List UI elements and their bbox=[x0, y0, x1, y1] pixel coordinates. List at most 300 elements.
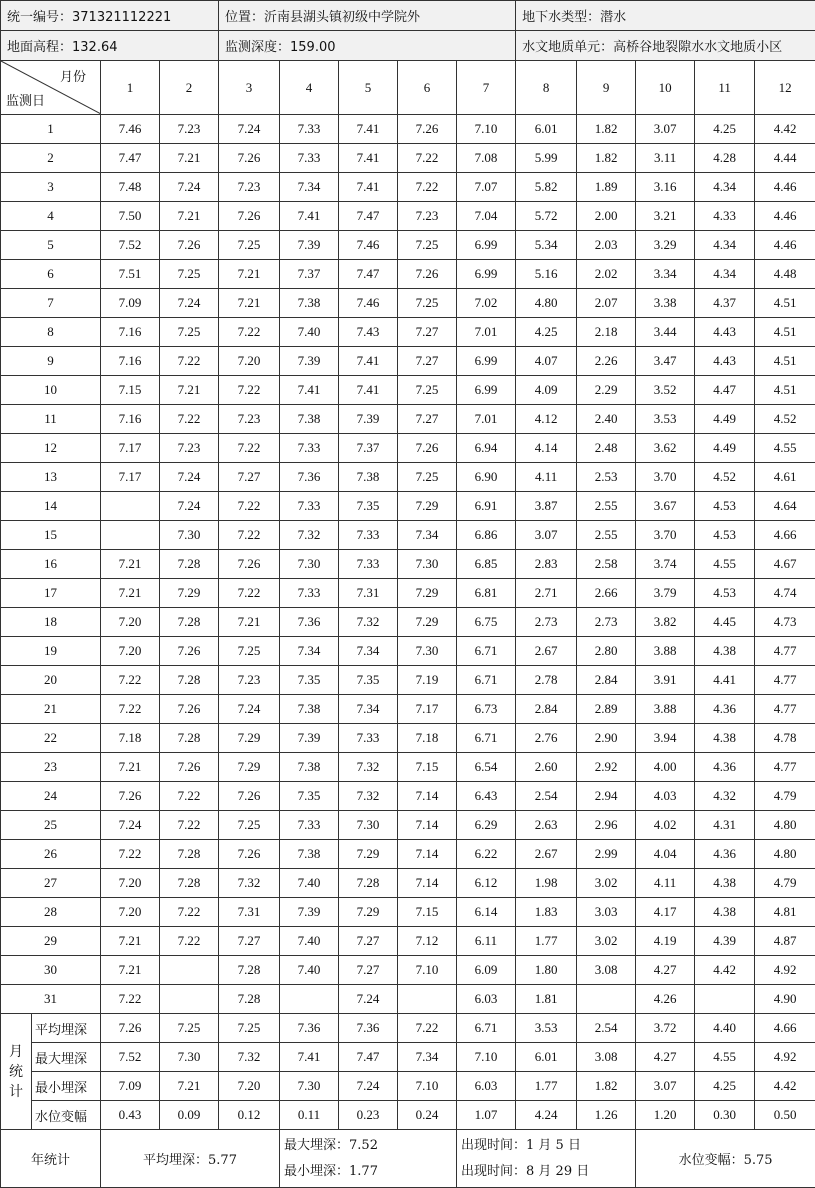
stat-value-cell: 7.36 bbox=[339, 1014, 398, 1043]
depth-value-cell: 3.21 bbox=[636, 202, 695, 231]
depth-value-cell: 2.99 bbox=[577, 840, 636, 869]
depth-value-cell: 4.38 bbox=[695, 898, 755, 927]
stat-value-cell: 0.12 bbox=[219, 1101, 280, 1130]
depth-value-cell: 7.28 bbox=[160, 666, 219, 695]
depth-value-cell: 7.14 bbox=[398, 869, 457, 898]
depth-value-cell: 7.23 bbox=[160, 434, 219, 463]
depth-value-cell bbox=[160, 985, 219, 1014]
depth-value-cell: 7.34 bbox=[398, 521, 457, 550]
day-cell: 11 bbox=[1, 405, 101, 434]
depth-value-cell: 3.34 bbox=[636, 260, 695, 289]
depth-value-cell: 7.26 bbox=[219, 202, 280, 231]
depth-value-cell: 4.80 bbox=[755, 840, 815, 869]
depth-value-cell: 7.22 bbox=[219, 376, 280, 405]
depth-value-cell: 2.63 bbox=[516, 811, 577, 840]
depth-value-cell: 7.41 bbox=[280, 376, 339, 405]
depth-value-cell: 7.27 bbox=[339, 927, 398, 956]
depth-value-cell: 7.39 bbox=[280, 347, 339, 376]
depth-value-cell: 7.24 bbox=[160, 173, 219, 202]
depth-value-cell: 7.33 bbox=[280, 811, 339, 840]
depth-value-cell: 7.32 bbox=[339, 782, 398, 811]
table-row bbox=[1, 869, 815, 898]
depth-value-cell: 7.15 bbox=[398, 898, 457, 927]
depth-value-cell: 7.22 bbox=[160, 782, 219, 811]
depth-value-cell: 3.87 bbox=[516, 492, 577, 521]
depth-value-cell: 7.33 bbox=[280, 115, 339, 144]
depth-value-cell: 7.20 bbox=[101, 869, 160, 898]
depth-value-cell: 7.27 bbox=[219, 463, 280, 492]
depth-value-cell: 2.84 bbox=[577, 666, 636, 695]
depth-value-cell: 7.40 bbox=[280, 318, 339, 347]
depth-value-cell: 4.66 bbox=[755, 521, 815, 550]
depth-value-cell: 3.53 bbox=[636, 405, 695, 434]
day-cell: 5 bbox=[1, 231, 101, 260]
depth-value-cell: 4.45 bbox=[695, 608, 755, 637]
depth-value-cell: 2.73 bbox=[516, 608, 577, 637]
monthly-stat-row bbox=[1, 1043, 815, 1072]
table-row bbox=[1, 927, 815, 956]
table-row bbox=[1, 666, 815, 695]
depth-value-cell: 7.25 bbox=[160, 260, 219, 289]
depth-value-cell bbox=[101, 521, 160, 550]
depth-value-cell: 7.07 bbox=[457, 173, 516, 202]
stat-label: 平均埋深 bbox=[32, 1014, 101, 1043]
depth-value-cell: 7.38 bbox=[280, 405, 339, 434]
depth-value-cell: 2.58 bbox=[577, 550, 636, 579]
depth-value-cell: 3.94 bbox=[636, 724, 695, 753]
depth-value-cell: 4.43 bbox=[695, 347, 755, 376]
table-row bbox=[1, 550, 815, 579]
depth-value-cell: 7.30 bbox=[280, 550, 339, 579]
depth-value-cell: 6.11 bbox=[457, 927, 516, 956]
depth-value-cell: 7.25 bbox=[398, 231, 457, 260]
depth-value-cell: 7.36 bbox=[280, 608, 339, 637]
depth-value-cell: 7.50 bbox=[101, 202, 160, 231]
day-cell: 10 bbox=[1, 376, 101, 405]
depth-value-cell: 7.24 bbox=[160, 289, 219, 318]
day-cell: 8 bbox=[1, 318, 101, 347]
depth-value-cell: 6.09 bbox=[457, 956, 516, 985]
depth-value-cell: 7.25 bbox=[398, 463, 457, 492]
depth-value-cell: 3.07 bbox=[516, 521, 577, 550]
depth-value-cell: 7.41 bbox=[339, 173, 398, 202]
depth-value-cell: 4.36 bbox=[695, 753, 755, 782]
depth-value-cell bbox=[398, 985, 457, 1014]
depth-value-cell: 7.26 bbox=[398, 115, 457, 144]
depth-value-cell: 7.22 bbox=[160, 927, 219, 956]
depth-value-cell: 4.51 bbox=[755, 289, 815, 318]
depth-value-cell: 7.32 bbox=[280, 521, 339, 550]
depth-value-cell: 7.22 bbox=[160, 898, 219, 927]
depth-value-cell: 6.22 bbox=[457, 840, 516, 869]
depth-value-cell: 7.24 bbox=[101, 811, 160, 840]
depth-value-cell: 7.09 bbox=[101, 289, 160, 318]
depth-value-cell: 7.39 bbox=[280, 724, 339, 753]
depth-value-cell: 7.21 bbox=[101, 550, 160, 579]
depth-value-cell: 7.22 bbox=[101, 985, 160, 1014]
month-header-4: 4 bbox=[280, 61, 339, 115]
stat-value-cell: 7.25 bbox=[160, 1014, 219, 1043]
depth-value-cell: 3.70 bbox=[636, 463, 695, 492]
stat-value-cell: 7.20 bbox=[219, 1072, 280, 1101]
depth-value-cell: 7.25 bbox=[398, 376, 457, 405]
depth-value-cell: 7.23 bbox=[219, 666, 280, 695]
depth-value-cell: 4.31 bbox=[695, 811, 755, 840]
depth-value-cell: 7.35 bbox=[280, 666, 339, 695]
depth-value-cell: 4.46 bbox=[755, 202, 815, 231]
day-cell: 28 bbox=[1, 898, 101, 927]
depth-value-cell: 7.18 bbox=[101, 724, 160, 753]
depth-value-cell: 4.39 bbox=[695, 927, 755, 956]
month-header-6: 6 bbox=[398, 61, 457, 115]
depth-value-cell: 7.08 bbox=[457, 144, 516, 173]
day-axis-label: 监测日 bbox=[6, 90, 45, 109]
depth-value-cell: 7.26 bbox=[398, 260, 457, 289]
depth-value-cell: 6.94 bbox=[457, 434, 516, 463]
depth-value-cell: 7.22 bbox=[219, 434, 280, 463]
depth-value-cell: 2.89 bbox=[577, 695, 636, 724]
depth-value-cell: 4.32 bbox=[695, 782, 755, 811]
day-cell: 26 bbox=[1, 840, 101, 869]
day-cell: 4 bbox=[1, 202, 101, 231]
depth-value-cell: 6.54 bbox=[457, 753, 516, 782]
depth-value-cell: 3.16 bbox=[636, 173, 695, 202]
depth-value-cell: 4.44 bbox=[755, 144, 815, 173]
depth-value-cell: 7.22 bbox=[398, 144, 457, 173]
stat-value-cell: 2.54 bbox=[577, 1014, 636, 1043]
depth-value-cell: 5.16 bbox=[516, 260, 577, 289]
depth-value-cell: 4.77 bbox=[755, 695, 815, 724]
depth-value-cell: 7.24 bbox=[339, 985, 398, 1014]
depth-value-cell: 7.25 bbox=[160, 318, 219, 347]
yearly-max-depth: 最大埋深：7.52 bbox=[284, 1133, 456, 1159]
day-cell: 15 bbox=[1, 521, 101, 550]
stat-value-cell: 7.41 bbox=[280, 1043, 339, 1072]
depth-value-cell: 7.26 bbox=[101, 782, 160, 811]
stat-value-cell: 1.77 bbox=[516, 1072, 577, 1101]
stat-label: 水位变幅 bbox=[32, 1101, 101, 1130]
depth-value-cell: 2.73 bbox=[577, 608, 636, 637]
day-cell: 30 bbox=[1, 956, 101, 985]
depth-value-cell: 4.53 bbox=[695, 492, 755, 521]
day-cell: 31 bbox=[1, 985, 101, 1014]
station-location: 位置：沂南县湖头镇初级中学院外 bbox=[219, 1, 516, 31]
depth-value-cell: 4.74 bbox=[755, 579, 815, 608]
depth-value-cell: 7.24 bbox=[219, 695, 280, 724]
month-header-7: 7 bbox=[457, 61, 516, 115]
depth-value-cell: 7.28 bbox=[160, 840, 219, 869]
depth-value-cell: 2.92 bbox=[577, 753, 636, 782]
depth-value-cell: 6.03 bbox=[457, 985, 516, 1014]
depth-value-cell: 4.92 bbox=[755, 956, 815, 985]
month-header-8: 8 bbox=[516, 61, 577, 115]
corner-header-cell bbox=[1, 61, 101, 115]
table-row bbox=[1, 811, 815, 840]
depth-value-cell: 7.32 bbox=[339, 608, 398, 637]
depth-value-cell: 7.34 bbox=[280, 173, 339, 202]
depth-value-cell: 4.55 bbox=[695, 550, 755, 579]
depth-value-cell: 6.71 bbox=[457, 666, 516, 695]
depth-value-cell: 7.23 bbox=[219, 405, 280, 434]
depth-value-cell: 7.22 bbox=[160, 811, 219, 840]
stat-value-cell: 7.24 bbox=[339, 1072, 398, 1101]
depth-value-cell: 4.25 bbox=[695, 115, 755, 144]
stat-value-cell: 4.40 bbox=[695, 1014, 755, 1043]
depth-value-cell: 4.38 bbox=[695, 724, 755, 753]
table-row bbox=[1, 753, 815, 782]
stat-value-cell: 7.21 bbox=[160, 1072, 219, 1101]
depth-value-cell: 7.29 bbox=[219, 724, 280, 753]
depth-value-cell: 2.94 bbox=[577, 782, 636, 811]
depth-value-cell: 7.27 bbox=[219, 927, 280, 956]
depth-value-cell: 7.48 bbox=[101, 173, 160, 202]
depth-value-cell: 7.20 bbox=[101, 898, 160, 927]
depth-value-cell: 2.03 bbox=[577, 231, 636, 260]
stat-value-cell: 7.34 bbox=[398, 1043, 457, 1072]
depth-value-cell: 4.38 bbox=[695, 637, 755, 666]
depth-value-cell: 2.02 bbox=[577, 260, 636, 289]
depth-value-cell: 7.22 bbox=[219, 521, 280, 550]
depth-value-cell: 6.86 bbox=[457, 521, 516, 550]
depth-value-cell: 4.52 bbox=[755, 405, 815, 434]
day-cell: 1 bbox=[1, 115, 101, 144]
yearly-avg-depth: 平均埋深：5.77 bbox=[101, 1130, 280, 1188]
depth-value-cell: 7.15 bbox=[101, 376, 160, 405]
depth-value-cell: 4.77 bbox=[755, 753, 815, 782]
stat-value-cell: 3.08 bbox=[577, 1043, 636, 1072]
depth-value-cell: 7.29 bbox=[160, 579, 219, 608]
day-cell: 14 bbox=[1, 492, 101, 521]
depth-value-cell: 7.29 bbox=[398, 492, 457, 521]
depth-value-cell: 7.22 bbox=[398, 173, 457, 202]
depth-value-cell: 7.22 bbox=[160, 347, 219, 376]
depth-value-cell: 4.11 bbox=[516, 463, 577, 492]
table-row bbox=[1, 608, 815, 637]
depth-value-cell: 4.12 bbox=[516, 405, 577, 434]
depth-value-cell: 6.99 bbox=[457, 376, 516, 405]
stat-value-cell: 1.20 bbox=[636, 1101, 695, 1130]
depth-value-cell: 7.38 bbox=[280, 695, 339, 724]
day-cell: 25 bbox=[1, 811, 101, 840]
depth-value-cell: 7.22 bbox=[160, 405, 219, 434]
depth-value-cell: 2.48 bbox=[577, 434, 636, 463]
table-row bbox=[1, 840, 815, 869]
stat-value-cell: 4.66 bbox=[755, 1014, 815, 1043]
day-cell: 13 bbox=[1, 463, 101, 492]
depth-value-cell: 7.22 bbox=[101, 695, 160, 724]
depth-value-cell: 1.82 bbox=[577, 115, 636, 144]
depth-value-cell: 7.20 bbox=[101, 637, 160, 666]
yearly-max-time: 出现时间：1 月 5 日 bbox=[461, 1133, 635, 1159]
depth-value-cell: 4.67 bbox=[755, 550, 815, 579]
depth-value-cell: 7.33 bbox=[339, 550, 398, 579]
depth-value-cell: 4.79 bbox=[755, 782, 815, 811]
group-label-char: 计 bbox=[1, 1082, 31, 1102]
stat-value-cell: 3.07 bbox=[636, 1072, 695, 1101]
stat-value-cell: 0.50 bbox=[755, 1101, 815, 1130]
depth-value-cell: 7.33 bbox=[339, 724, 398, 753]
depth-value-cell: 7.26 bbox=[219, 782, 280, 811]
yearly-min-time: 出现时间：8 月 29 日 bbox=[461, 1159, 635, 1185]
hydrogeologic-unit: 水文地质单元：高桥谷地裂隙水水文地质小区 bbox=[516, 31, 815, 61]
depth-value-cell: 7.21 bbox=[101, 753, 160, 782]
group-label-char: 统 bbox=[1, 1062, 31, 1082]
depth-value-cell: 7.31 bbox=[339, 579, 398, 608]
depth-value-cell: 4.42 bbox=[695, 956, 755, 985]
depth-value-cell: 7.33 bbox=[280, 144, 339, 173]
depth-value-cell: 7.40 bbox=[280, 927, 339, 956]
depth-value-cell: 7.41 bbox=[339, 347, 398, 376]
depth-value-cell: 7.21 bbox=[160, 144, 219, 173]
yearly-stats-label: 年统计 bbox=[1, 1130, 101, 1188]
depth-value-cell: 4.26 bbox=[636, 985, 695, 1014]
depth-value-cell: 7.28 bbox=[160, 869, 219, 898]
depth-value-cell: 7.51 bbox=[101, 260, 160, 289]
depth-value-cell: 2.67 bbox=[516, 840, 577, 869]
depth-value-cell: 4.36 bbox=[695, 840, 755, 869]
depth-value-cell: 7.35 bbox=[280, 782, 339, 811]
depth-value-cell: 7.27 bbox=[398, 347, 457, 376]
table-row bbox=[1, 347, 815, 376]
depth-value-cell: 7.23 bbox=[160, 115, 219, 144]
depth-value-cell: 4.33 bbox=[695, 202, 755, 231]
day-cell: 3 bbox=[1, 173, 101, 202]
groundwater-type: 地下水类型：潜水 bbox=[516, 1, 815, 31]
day-cell: 17 bbox=[1, 579, 101, 608]
monthly-stat-row bbox=[1, 1014, 815, 1043]
depth-value-cell: 7.38 bbox=[280, 753, 339, 782]
depth-value-cell: 3.88 bbox=[636, 637, 695, 666]
table-row bbox=[1, 202, 815, 231]
depth-value-cell: 2.76 bbox=[516, 724, 577, 753]
depth-value-cell: 1.98 bbox=[516, 869, 577, 898]
depth-value-cell: 7.01 bbox=[457, 405, 516, 434]
depth-value-cell: 4.14 bbox=[516, 434, 577, 463]
table-row bbox=[1, 985, 815, 1014]
table-row bbox=[1, 724, 815, 753]
depth-value-cell: 4.25 bbox=[516, 318, 577, 347]
depth-value-cell: 4.19 bbox=[636, 927, 695, 956]
depth-value-cell: 3.02 bbox=[577, 927, 636, 956]
depth-value-cell: 7.33 bbox=[280, 579, 339, 608]
depth-value-cell: 4.38 bbox=[695, 869, 755, 898]
yearly-range: 水位变幅：5.75 bbox=[636, 1130, 815, 1188]
depth-value-cell: 4.80 bbox=[516, 289, 577, 318]
table-row bbox=[1, 144, 815, 173]
depth-value-cell: 1.80 bbox=[516, 956, 577, 985]
depth-value-cell: 7.46 bbox=[339, 289, 398, 318]
depth-value-cell: 7.25 bbox=[219, 637, 280, 666]
stat-value-cell: 1.26 bbox=[577, 1101, 636, 1130]
stat-value-cell: 7.25 bbox=[219, 1014, 280, 1043]
stat-value-cell: 6.71 bbox=[457, 1014, 516, 1043]
stat-value-cell: 4.27 bbox=[636, 1043, 695, 1072]
depth-value-cell: 4.64 bbox=[755, 492, 815, 521]
day-cell: 23 bbox=[1, 753, 101, 782]
depth-value-cell: 5.34 bbox=[516, 231, 577, 260]
table-row bbox=[1, 289, 815, 318]
depth-value-cell: 7.27 bbox=[398, 318, 457, 347]
depth-value-cell: 3.91 bbox=[636, 666, 695, 695]
depth-value-cell: 4.77 bbox=[755, 666, 815, 695]
depth-value-cell: 7.33 bbox=[339, 521, 398, 550]
depth-value-cell: 7.23 bbox=[398, 202, 457, 231]
depth-value-cell: 1.83 bbox=[516, 898, 577, 927]
stat-value-cell: 0.24 bbox=[398, 1101, 457, 1130]
depth-value-cell: 7.41 bbox=[339, 115, 398, 144]
depth-value-cell: 7.34 bbox=[339, 695, 398, 724]
depth-value-cell: 7.28 bbox=[219, 956, 280, 985]
month-axis-label: 月份 bbox=[60, 66, 86, 85]
depth-value-cell: 2.18 bbox=[577, 318, 636, 347]
table-row bbox=[1, 231, 815, 260]
depth-value-cell: 7.39 bbox=[339, 405, 398, 434]
depth-value-cell: 2.83 bbox=[516, 550, 577, 579]
stat-value-cell: 7.52 bbox=[101, 1043, 160, 1072]
month-header-row bbox=[1, 61, 815, 115]
depth-value-cell: 7.26 bbox=[398, 434, 457, 463]
depth-value-cell: 7.29 bbox=[398, 579, 457, 608]
stat-value-cell: 4.42 bbox=[755, 1072, 815, 1101]
depth-value-cell: 3.74 bbox=[636, 550, 695, 579]
depth-value-cell: 3.88 bbox=[636, 695, 695, 724]
depth-value-cell: 3.07 bbox=[636, 115, 695, 144]
depth-value-cell: 2.54 bbox=[516, 782, 577, 811]
depth-value-cell: 7.18 bbox=[398, 724, 457, 753]
depth-value-cell: 3.11 bbox=[636, 144, 695, 173]
depth-value-cell: 3.47 bbox=[636, 347, 695, 376]
stat-value-cell: 7.47 bbox=[339, 1043, 398, 1072]
stat-value-cell: 7.30 bbox=[280, 1072, 339, 1101]
depth-value-cell: 7.33 bbox=[280, 492, 339, 521]
depth-value-cell: 7.21 bbox=[219, 289, 280, 318]
depth-value-cell: 4.47 bbox=[695, 376, 755, 405]
depth-value-cell: 3.02 bbox=[577, 869, 636, 898]
depth-value-cell: 6.71 bbox=[457, 637, 516, 666]
depth-value-cell: 7.26 bbox=[160, 637, 219, 666]
table-row bbox=[1, 434, 815, 463]
stat-value-cell: 7.22 bbox=[398, 1014, 457, 1043]
day-cell: 9 bbox=[1, 347, 101, 376]
depth-value-cell: 4.43 bbox=[695, 318, 755, 347]
depth-value-cell: 6.85 bbox=[457, 550, 516, 579]
depth-value-cell: 7.34 bbox=[339, 637, 398, 666]
depth-value-cell: 7.40 bbox=[280, 956, 339, 985]
depth-value-cell: 7.12 bbox=[398, 927, 457, 956]
header-row-1 bbox=[1, 1, 815, 31]
stat-value-cell: 7.10 bbox=[457, 1043, 516, 1072]
depth-value-cell: 7.47 bbox=[339, 202, 398, 231]
depth-value-cell: 3.38 bbox=[636, 289, 695, 318]
depth-value-cell: 4.77 bbox=[755, 637, 815, 666]
depth-value-cell: 3.67 bbox=[636, 492, 695, 521]
depth-value-cell: 7.01 bbox=[457, 318, 516, 347]
day-cell: 29 bbox=[1, 927, 101, 956]
group-label-char: 月 bbox=[1, 1042, 31, 1062]
stat-value-cell: 4.92 bbox=[755, 1043, 815, 1072]
depth-value-cell: 4.51 bbox=[755, 318, 815, 347]
depth-value-cell: 7.20 bbox=[101, 608, 160, 637]
depth-value-cell: 7.39 bbox=[280, 231, 339, 260]
depth-value-cell: 7.21 bbox=[101, 956, 160, 985]
depth-value-cell: 3.44 bbox=[636, 318, 695, 347]
depth-value-cell: 7.22 bbox=[101, 666, 160, 695]
depth-value-cell: 2.96 bbox=[577, 811, 636, 840]
depth-value-cell: 5.99 bbox=[516, 144, 577, 173]
depth-value-cell: 2.71 bbox=[516, 579, 577, 608]
depth-value-cell: 7.26 bbox=[160, 753, 219, 782]
depth-value-cell: 7.25 bbox=[219, 811, 280, 840]
